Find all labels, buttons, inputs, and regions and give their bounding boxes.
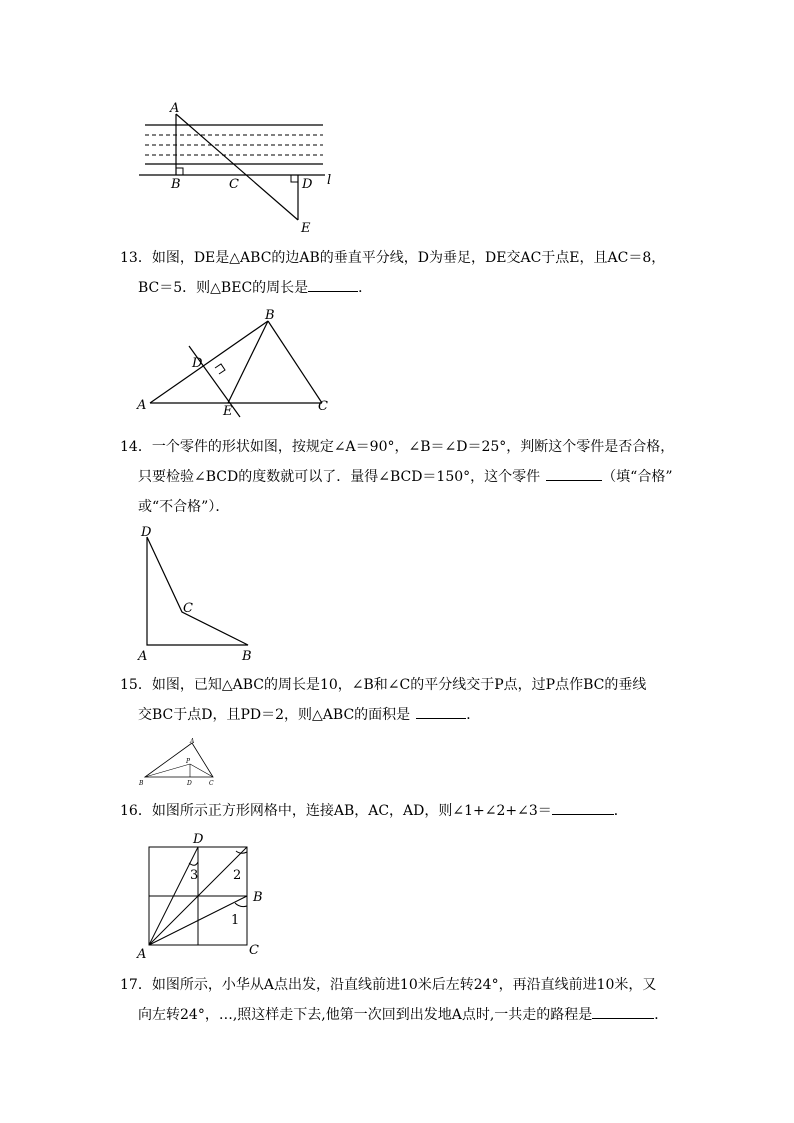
q16-end: ． bbox=[613, 803, 628, 819]
fig15-label-P: P bbox=[186, 758, 191, 765]
fig15-label-D: D bbox=[187, 780, 192, 787]
fig16-label-D: D bbox=[193, 832, 204, 847]
fig12-label-B: B bbox=[171, 177, 181, 192]
q15-text-line1: 如图，已知△ABC的周长是10，∠B和∠C的平分线交于P点，过P点作BC的垂线 bbox=[151, 677, 647, 693]
q15-number: 15． bbox=[120, 677, 152, 693]
figure-q15 bbox=[135, 735, 225, 790]
figure-q14 bbox=[135, 520, 275, 670]
fig16-label-B: B bbox=[253, 890, 263, 905]
question-13 bbox=[120, 243, 690, 303]
question-15 bbox=[120, 670, 690, 730]
q16-text-line1: 如图所示正方形网格中，连接AB，AC，AD，则∠1+∠2+∠3＝ bbox=[151, 803, 552, 819]
fig13-label-D: D bbox=[192, 356, 203, 371]
q14-text-line1: 一个零件的形状如图，按规定∠A＝90°，∠B＝∠D＝25°，判断这个零件是否合格， bbox=[151, 439, 675, 455]
q15-answer-blank[interactable] bbox=[416, 702, 466, 719]
fig14-label-B: B bbox=[242, 649, 252, 664]
fig16-label-1: 1 bbox=[231, 913, 240, 928]
fig13-label-B: B bbox=[265, 308, 275, 323]
q14-number: 14． bbox=[120, 439, 152, 455]
question-17 bbox=[120, 970, 690, 1030]
fig12-label-l: l bbox=[327, 173, 332, 188]
figure-q16 bbox=[135, 830, 275, 960]
q14-text-line2b: （填“合格” bbox=[602, 469, 673, 485]
q17-text-line1: 如图所示，小华从A点出发，沿直线前进10米后左转24°，再沿直线前进10米，又 bbox=[151, 977, 657, 993]
fig15-label-B: B bbox=[139, 780, 144, 787]
fig15-label-C: C bbox=[209, 780, 214, 787]
fig12-label-C: C bbox=[229, 177, 239, 192]
question-16 bbox=[120, 796, 690, 826]
fig12-label-A: A bbox=[170, 101, 180, 116]
q14-text-line2: 只要检验∠BCD的度数就可以了．量得∠BCD＝150°，这个零件 bbox=[138, 469, 541, 485]
fig14-label-C: C bbox=[183, 601, 193, 616]
fig12-label-D: D bbox=[302, 177, 313, 192]
figure-q13 bbox=[135, 310, 335, 420]
q13-text-line1: 如图，DE是△ABC的边AB的垂直平分线，D为垂足，DE交AC于点E，且AC＝8， bbox=[151, 250, 666, 266]
q14-text-line3: 或“不合格”）． bbox=[138, 499, 230, 515]
figure-q12 bbox=[135, 100, 335, 240]
fig12-label-E: E bbox=[301, 221, 311, 236]
q13-text-line2: BC＝5．则△BEC的周长是 bbox=[138, 280, 309, 296]
fig14-label-D: D bbox=[141, 525, 152, 540]
q17-number: 17． bbox=[120, 977, 152, 993]
fig14-label-A: A bbox=[138, 649, 148, 664]
q16-number: 16． bbox=[120, 803, 152, 819]
q13-end: ． bbox=[358, 280, 373, 296]
fig16-label-2: 2 bbox=[233, 868, 242, 883]
q17-end: ． bbox=[654, 1007, 669, 1023]
fig13-label-E: E bbox=[223, 404, 233, 419]
fig15-label-A: A bbox=[190, 738, 195, 745]
q16-answer-blank[interactable] bbox=[552, 798, 614, 815]
fig16-label-C: C bbox=[249, 943, 259, 958]
question-14 bbox=[120, 432, 690, 522]
q13-answer-blank[interactable] bbox=[308, 275, 358, 292]
fig16-label-3: 3 bbox=[190, 868, 199, 883]
fig13-label-A: A bbox=[137, 398, 147, 413]
q17-text-line2: 向左转24°，…,照这样走下去,他第一次回到出发地A点时,一共走的路程是 bbox=[138, 1007, 593, 1023]
q15-end: ． bbox=[466, 707, 481, 723]
q14-answer-blank[interactable] bbox=[546, 464, 602, 481]
q15-text-line2: 交BC于点D，且PD＝2，则△ABC的面积是 bbox=[138, 707, 411, 723]
fig16-label-A: A bbox=[137, 947, 147, 962]
q17-answer-blank[interactable] bbox=[592, 1002, 654, 1019]
fig13-label-C: C bbox=[318, 399, 328, 414]
q13-number: 13． bbox=[120, 250, 152, 266]
